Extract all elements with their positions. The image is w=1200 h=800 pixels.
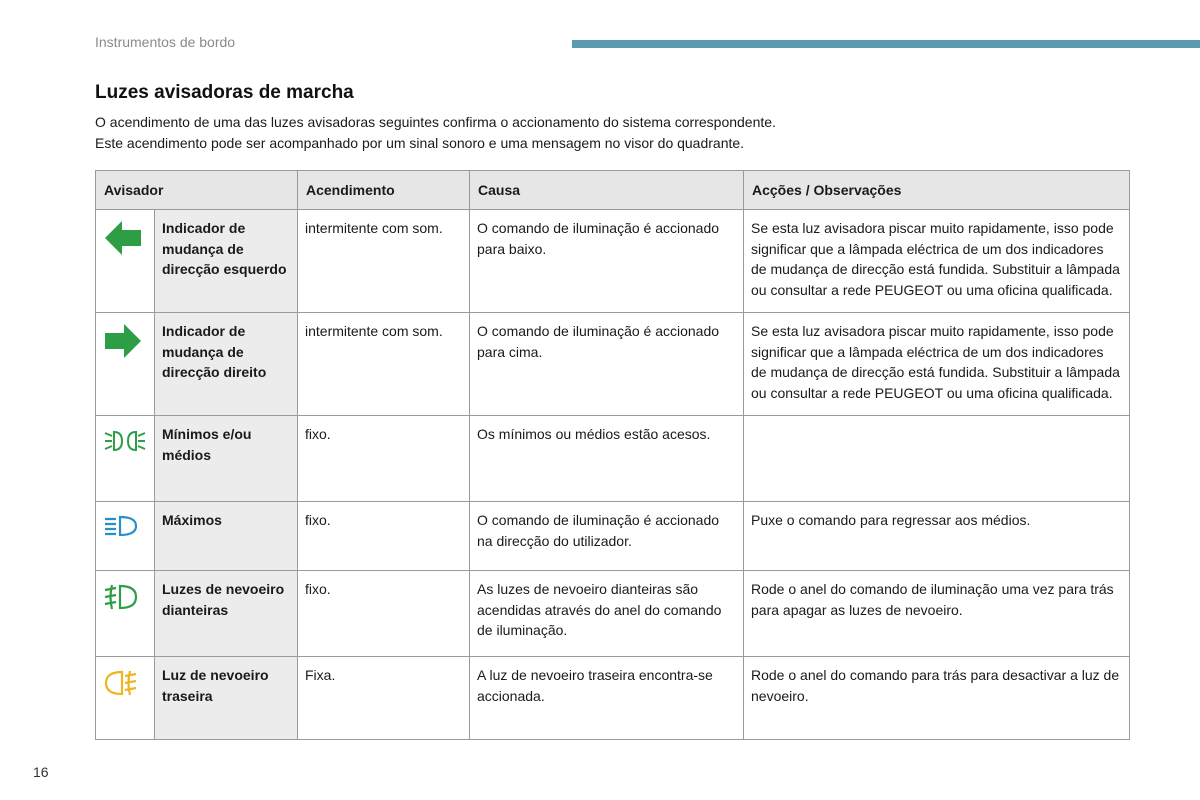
section-header: Instrumentos de bordo: [95, 34, 236, 50]
icon-cell: [96, 210, 155, 313]
lamp-name: Mínimos e/ou médios: [155, 416, 298, 502]
table-row: [96, 313, 1130, 416]
warning-lamps-table: [95, 170, 1130, 740]
cause-cell: A luz de nevoeiro traseira encontra-se accionada.: [470, 657, 744, 740]
lighting-cell: intermitente com som.: [298, 313, 470, 416]
lighting-cell: intermitente com som.: [298, 210, 470, 313]
lamp-name: Luzes de nevoeiro dianteiras: [155, 571, 298, 657]
left-turn-arrow-icon: [103, 218, 143, 264]
actions-cell: Puxe o comando para regressar aos médios.: [744, 502, 1130, 571]
lighting-cell: Fixa.: [298, 657, 470, 740]
actions-cell: [744, 416, 1130, 502]
icon-cell: [96, 571, 155, 657]
table-header-row: [96, 171, 1130, 210]
table-row: [96, 571, 1130, 657]
icon-cell: [96, 313, 155, 416]
actions-cell: Rode o anel do comando para trás para desactivar a luz de nevoeiro.: [744, 657, 1130, 740]
actions-cell: Se esta luz avisadora piscar muito rapidamente, isso pode significar que a lâmpada eléctrica de um dos indicadores de mudança de direcção está fundida. Substituir a lâmpada ou consultar a rede PEUGEOT ou uma oficina qualificada.: [744, 210, 1130, 313]
table-row: [96, 657, 1130, 740]
lamp-name: Indicador de mudança de direcção esquerdo: [155, 210, 298, 313]
column-header-acendimento: Acendimento: [298, 171, 470, 210]
icon-cell: [96, 416, 155, 502]
cause-cell: Os mínimos ou médios estão acesos.: [470, 416, 744, 502]
lighting-cell: fixo.: [298, 416, 470, 502]
column-header-causa: Causa: [470, 171, 744, 210]
rear-fog-lamp-icon: [103, 669, 139, 703]
main-beam-icon: [103, 514, 139, 544]
cause-cell: O comando de iluminação é accionado na direcção do utilizador.: [470, 502, 744, 571]
right-turn-arrow-icon: [103, 321, 143, 367]
table-row: [96, 416, 1130, 502]
intro-text: [95, 112, 1095, 153]
page-number: 16: [33, 764, 49, 780]
cause-cell: As luzes de nevoeiro dianteiras são acendidas através do anel do comando de iluminação.: [470, 571, 744, 657]
column-header-accoes: Acções / Observações: [744, 171, 1130, 210]
intro-line: O acendimento de uma das luzes avisadoras seguintes confirma o accionamento do sistema correspondente.: [95, 114, 776, 130]
front-fog-lamp-icon: [103, 583, 139, 617]
intro-line: Este acendimento pode ser acompanhado por um sinal sonoro e uma mensagem no visor do quadrante.: [95, 134, 745, 151]
sidelights-icon: [103, 428, 147, 460]
cause-cell: O comando de iluminação é accionado para baixo.: [470, 210, 744, 313]
lighting-cell: fixo.: [298, 502, 470, 571]
header-accent-bar: [572, 40, 1200, 48]
actions-cell: Rode o anel do comando de iluminação uma vez para trás para apagar as luzes de nevoeiro.: [744, 571, 1130, 657]
column-header-avisador: Avisador: [96, 171, 298, 210]
icon-cell: [96, 502, 155, 571]
table-row: [96, 502, 1130, 571]
cause-cell: O comando de iluminação é accionado para cima.: [470, 313, 744, 416]
lighting-cell: fixo.: [298, 571, 470, 657]
page-title: Luzes avisadoras de marcha: [95, 82, 354, 103]
icon-cell: [96, 657, 155, 740]
lamp-name: Máximos: [155, 502, 298, 571]
lamp-name: Luz de nevoeiro traseira: [155, 657, 298, 740]
table-row: [96, 210, 1130, 313]
lamp-name: Indicador de mudança de direcção direito: [155, 313, 298, 416]
actions-cell: Se esta luz avisadora piscar muito rapidamente, isso pode significar que a lâmpada eléctrica de um dos indicadores de mudança de direcção está fundida. Substituir a lâmpada ou consultar a rede PEUGEOT ou uma oficina qualificada.: [744, 313, 1130, 416]
